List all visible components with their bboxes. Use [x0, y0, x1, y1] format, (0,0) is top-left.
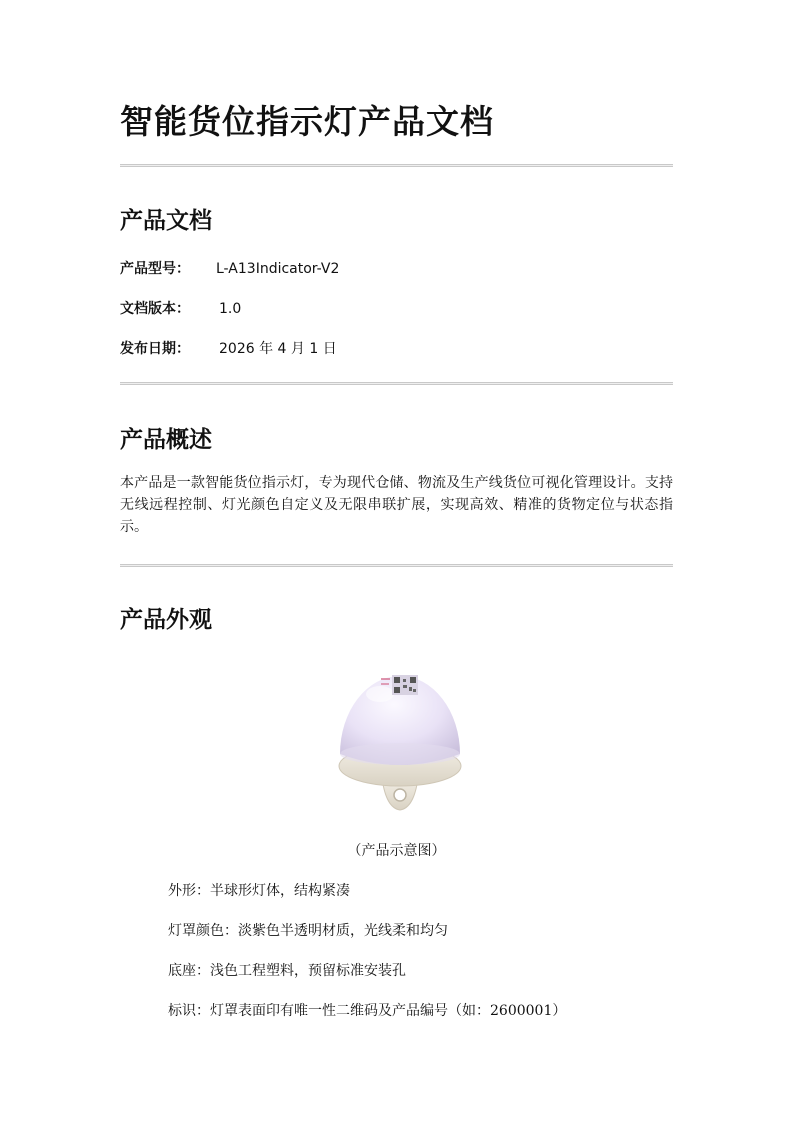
feature-item-label: 标识：灯罩表面印有唯一性二维码及产品编号（如：2600001）	[168, 1003, 567, 1019]
date-value: 2026 年 4 月 1 日	[219, 341, 337, 357]
product-photo	[330, 650, 470, 820]
feature-item-base: 底座：浅色工程塑料，预留标准安装孔	[168, 963, 406, 979]
section-heading-overview: 产品概述	[120, 427, 212, 453]
feature-item-cover-color: 灯罩颜色：淡紫色半透明材质，光线柔和均匀	[168, 923, 448, 939]
version-label: 文档版本：	[120, 301, 190, 317]
section-heading-appearance: 产品外观	[120, 607, 212, 633]
date-field	[120, 338, 337, 358]
model-field	[120, 258, 339, 278]
divider	[120, 564, 673, 567]
date-label: 发布日期：	[120, 341, 190, 357]
feature-item-shape: 外形：半球形灯体，结构紧凑	[168, 883, 350, 899]
image-caption: （产品示意图）	[347, 843, 446, 859]
version-value: 1.0	[219, 301, 242, 317]
version-field	[120, 298, 241, 318]
section-heading-info: 产品文档	[120, 208, 212, 234]
document-title: 智能货位指示灯产品文档	[120, 102, 494, 141]
model-label: 产品型号：	[120, 261, 190, 277]
divider	[120, 382, 673, 385]
divider	[120, 164, 673, 167]
overview-paragraph: 本产品是一款智能货位指示灯，专为现代仓储、物流及生产线货位可视化管理设计。支持无线远程控制、灯光颜色自定义及无限串联扩展，实现高效、精准的货物定位与状态指示。	[120, 475, 673, 535]
model-value: L-A13Indicator-V2	[216, 261, 340, 277]
